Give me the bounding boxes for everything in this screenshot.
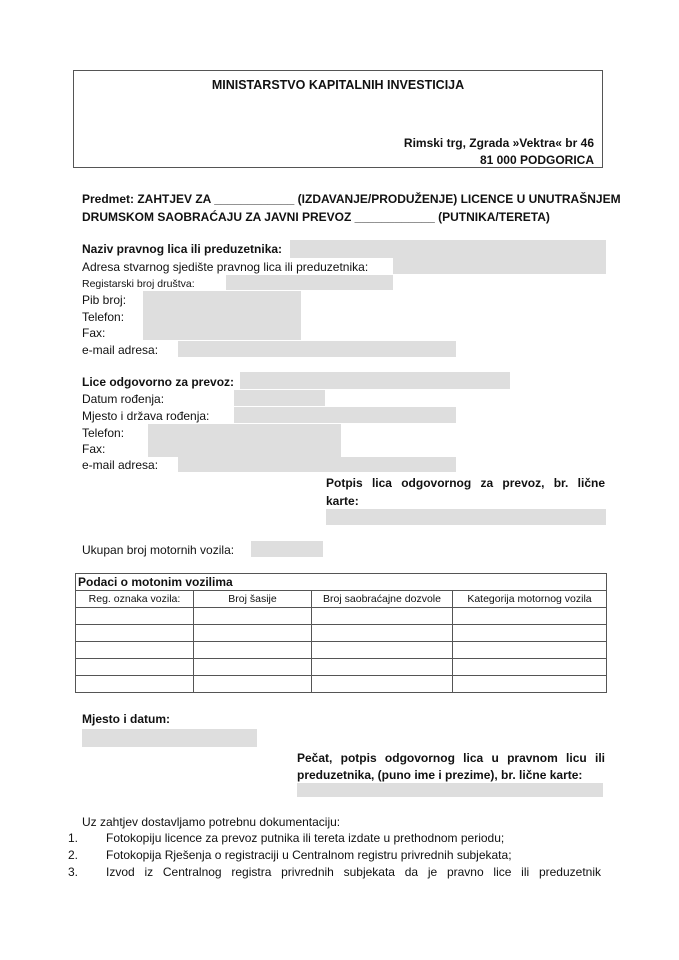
- table-row: [76, 659, 607, 676]
- place-date-field[interactable]: [82, 729, 257, 747]
- documents-list: [56, 830, 601, 881]
- table-cell[interactable]: [453, 608, 607, 625]
- vehicles-table-caption: Podaci o motonim vozilima: [76, 574, 607, 591]
- responsible-phone-fax-field[interactable]: [148, 424, 341, 457]
- table-row: [76, 625, 607, 642]
- company-phone-label: Telefon:: [82, 310, 125, 324]
- stamp-signature-label-2: preduzetnika, (puno ime i prezime), br. lične karte:: [297, 768, 583, 782]
- list-item-number: 1.: [68, 831, 79, 845]
- place-date-label: Mjesto i datum:: [82, 712, 171, 726]
- responsible-phone-label: Telefon:: [82, 426, 125, 440]
- table-cell[interactable]: [76, 625, 194, 642]
- table-row: [76, 642, 607, 659]
- list-item-text: Fotokopija Rješenja o registraciji u Centralnom registru privrednih subjekata;: [106, 848, 512, 862]
- table-cell[interactable]: [453, 625, 607, 642]
- company-pib-label: Pib broj:: [82, 293, 127, 307]
- table-row: [76, 608, 607, 625]
- company-name-field[interactable]: [290, 240, 606, 258]
- vehicles-table-caption-row: [76, 574, 607, 591]
- table-cell[interactable]: [194, 608, 312, 625]
- table-cell[interactable]: [76, 608, 194, 625]
- company-email-field[interactable]: [178, 341, 456, 357]
- birth-place-label: Mjesto i država rođenja:: [82, 409, 210, 423]
- list-item: [56, 847, 601, 864]
- list-item-number: 3.: [68, 865, 79, 879]
- responsible-signature-label-1: Potpis lica odgovornog za prevoz, br. lične: [326, 476, 605, 490]
- responsible-email-label: e-mail adresa:: [82, 458, 159, 472]
- column-header-permit: Broj saobraćajne dozvole: [312, 591, 453, 608]
- table-cell[interactable]: [312, 642, 453, 659]
- responsible-signature-label-2: karte:: [326, 494, 359, 508]
- company-address-field[interactable]: [393, 258, 606, 274]
- ministry-address-street: Rimski trg, Zgrada »Vektra« br 46: [403, 136, 594, 150]
- table-cell[interactable]: [312, 659, 453, 676]
- vehicles-table: [75, 573, 607, 693]
- list-item: [56, 830, 601, 847]
- company-address-label: Adresa stvarnog sjedište pravnog lica ili preduzetnika:: [82, 260, 369, 274]
- header-box: [73, 70, 603, 168]
- table-cell[interactable]: [194, 676, 312, 693]
- vehicles-table-header-row: [76, 591, 607, 608]
- table-cell[interactable]: [312, 676, 453, 693]
- responsible-person-field[interactable]: [240, 372, 510, 389]
- responsible-email-field[interactable]: [178, 457, 456, 472]
- company-email-label: e-mail adresa:: [82, 343, 159, 357]
- responsible-signature-field[interactable]: [326, 509, 606, 525]
- stamp-signature-label-1: Pečat, potpis odgovornog lica u pravnom licu ili: [297, 751, 605, 765]
- company-fax-label: Fax:: [82, 326, 106, 340]
- table-cell[interactable]: [453, 659, 607, 676]
- responsible-person-label: Lice odgovorno za prevoz:: [82, 375, 235, 389]
- table-cell[interactable]: [312, 608, 453, 625]
- table-row: [76, 676, 607, 693]
- subject-line-1: Predmet: ZAHTJEV ZA ____________ (IZDAVANJE/PRODUŽENJE) LICENCE U UNUTRAŠNJEM: [82, 192, 621, 206]
- table-cell[interactable]: [453, 642, 607, 659]
- table-cell[interactable]: [76, 659, 194, 676]
- vehicles-total-field[interactable]: [251, 541, 323, 557]
- list-item-text: Izvod iz Centralnog registra privrednih subjekata da je pravno lice ili preduzetnik: [106, 865, 601, 879]
- list-item-text: Fotokopiju licence za prevoz putnika ili tereta izdate u prethodnom periodu;: [106, 831, 505, 845]
- table-cell[interactable]: [453, 676, 607, 693]
- table-cell[interactable]: [194, 642, 312, 659]
- birth-date-field[interactable]: [234, 390, 325, 406]
- company-name-label: Naziv pravnog lica ili preduzetnika:: [82, 242, 283, 256]
- column-header-reg-number: Reg. oznaka vozila:: [76, 591, 194, 608]
- table-cell[interactable]: [76, 676, 194, 693]
- company-reg-number-field[interactable]: [226, 275, 393, 290]
- column-header-chassis: Broj šasije: [194, 591, 312, 608]
- table-cell[interactable]: [76, 642, 194, 659]
- table-cell[interactable]: [194, 659, 312, 676]
- ministry-address-city: 81 000 PODGORICA: [479, 153, 594, 167]
- responsible-fax-label: Fax:: [82, 442, 106, 456]
- ministry-title: MINISTARSTVO KAPITALNIH INVESTICIJA: [211, 78, 465, 92]
- table-cell[interactable]: [194, 625, 312, 642]
- company-pib-phone-fax-field[interactable]: [143, 291, 301, 340]
- company-reg-number-label: Registarski broj društva:: [82, 278, 195, 290]
- birth-place-field[interactable]: [234, 407, 456, 423]
- table-cell[interactable]: [312, 625, 453, 642]
- list-item-number: 2.: [68, 848, 79, 862]
- stamp-signature-field[interactable]: [297, 783, 603, 797]
- vehicles-total-label: Ukupan broj motornih vozila:: [82, 543, 235, 557]
- column-header-category: Kategorija motornog vozila: [453, 591, 607, 608]
- subject-line-2: DRUMSKOM SAOBRAĆAJU ZA JAVNI PREVOZ ____________ (PUTNIKA/TERETA): [82, 210, 550, 224]
- documents-intro: Uz zahtjev dostavljamo potrebnu dokumentaciju:: [82, 815, 341, 829]
- birth-date-label: Datum rođenja:: [82, 392, 165, 406]
- list-item: [56, 864, 601, 881]
